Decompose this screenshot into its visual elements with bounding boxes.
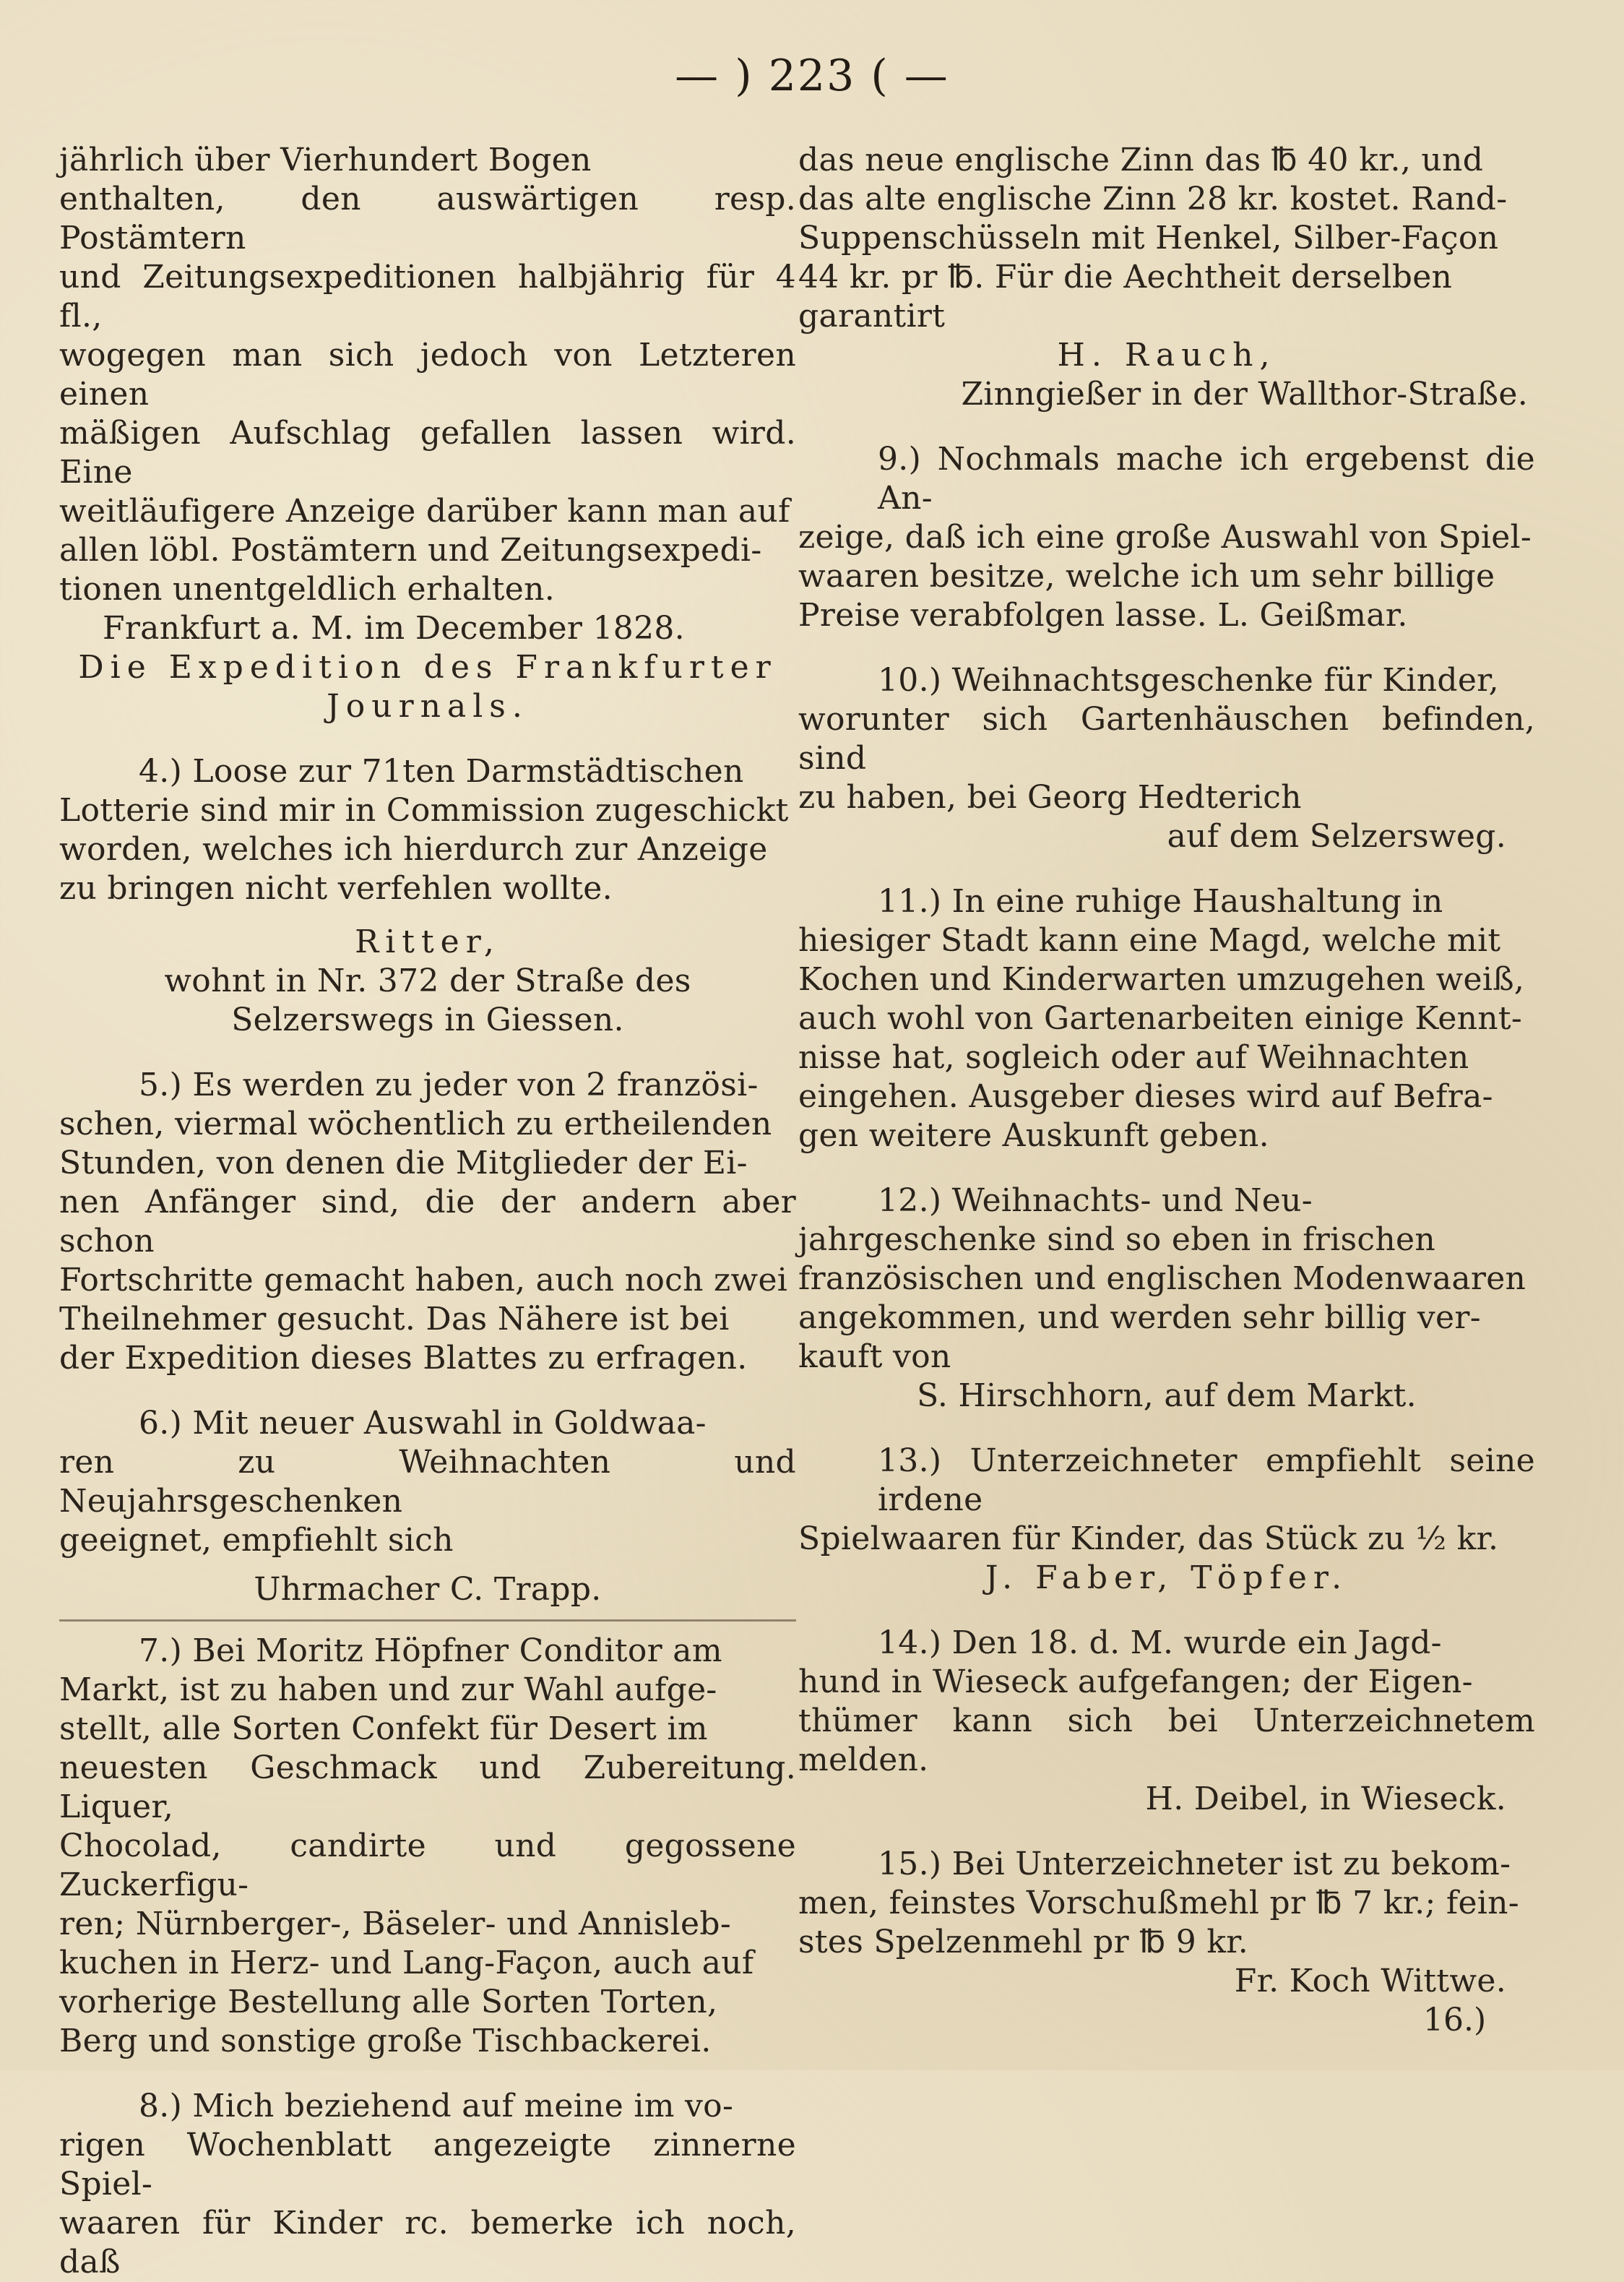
advertisement-13 — [798, 1442, 1535, 1559]
text-line: Kochen und Kinderwarten umzugehen weiß, — [798, 961, 1525, 998]
text-line: jahrgeschenke sind so eben in frischen — [798, 1221, 1435, 1258]
signature-koch: Fr. Koch Wittwe. — [1234, 1963, 1506, 1999]
dateline: Frankfurt a. M. im December 1828. — [103, 610, 685, 647]
signature-hirschhorn: S. Hirschhorn, auf dem Markt. — [917, 1377, 1417, 1414]
text-line: worden, welches ich hierdurch zur Anzeige — [59, 831, 768, 868]
text-line: enthalten, den auswärtigen resp. Postämtern — [59, 181, 796, 257]
text-line: das neue englische Zinn das ℔ 40 kr., und — [798, 142, 1484, 178]
signature-expedition — [59, 648, 796, 726]
text-line: 5.) Es werden zu jeder von 2 französi- — [139, 1067, 759, 1103]
text-line: worunter sich Gartenhäuschen befinden, sind — [798, 701, 1535, 777]
text-line: weitläufigere Anzeige darüber kann man auf — [59, 493, 790, 530]
signature-line: Journals. — [327, 688, 529, 725]
text-line: 9.) Nochmals mache ich ergebenst die An- — [878, 441, 1535, 517]
advertisement-8 — [59, 2087, 796, 2282]
text-line: tionen unentgeldlich erhalten. — [59, 571, 555, 608]
advertisement-10 — [798, 661, 1535, 817]
text-line: thümer kann sich bei Unterzeichnetem melden. — [798, 1702, 1535, 1778]
text-line: schen, viermal wöchentlich zu ertheilenden — [59, 1106, 772, 1142]
text-line: der Expedition dieses Blattes zu erfragen. — [59, 1340, 748, 1377]
text-line: zu bringen nicht verfehlen wollte. — [59, 870, 613, 907]
text-line: geeignet, empfiehlt sich — [59, 1522, 454, 1559]
text-line: jährlich über Vierhundert Bogen — [59, 142, 592, 178]
text-line: französischen und englischen Modenwaaren — [798, 1260, 1526, 1297]
signature-rauch — [798, 336, 1535, 414]
text-line: ren; Nürnberger-, Bäseler- und Annisleb- — [59, 1906, 732, 1942]
text-line: 8.) Mich beziehend auf meine im vo- — [139, 2088, 734, 2124]
text-line: 44 kr. pr ℔. Für die Aechtheit derselben — [798, 259, 1453, 296]
intro-paragraph — [59, 141, 796, 609]
text-line: Theilnehmer gesucht. Das Nähere ist bei — [59, 1301, 730, 1338]
advertisement-4 — [59, 752, 796, 908]
text-line: 4.) Loose zur 71ten Darmstädtischen — [139, 753, 744, 790]
text-line: 7.) Bei Moritz Höpfner Conditor am — [139, 1632, 722, 1669]
text-line: allen löbl. Postämtern und Zeitungsexpedi- — [59, 532, 762, 569]
text-line: Spielwaaren für Kinder, das Stück zu ½ kr. — [798, 1520, 1499, 1557]
text-line: kauft von — [798, 1338, 951, 1375]
advertisement-12 — [798, 1181, 1535, 1377]
signature-ritter — [59, 923, 796, 1040]
advertisement-6 — [59, 1404, 796, 1560]
text-line: waaren für Kinder rc. bemerke ich noch, daß — [59, 2205, 796, 2281]
text-line: wogegen man sich jedoch von Letzteren einen — [59, 337, 796, 413]
text-line: mäßigen Aufschlag gefallen lassen wird. Eine — [59, 415, 796, 491]
signature-trapp: Uhrmacher C. Trapp. — [254, 1571, 602, 1608]
text-line: zu haben, bei Georg Hedterich — [798, 779, 1302, 816]
text-line: 6.) Mit neuer Auswahl in Goldwaa- — [139, 1405, 707, 1442]
page-number: — ) 223 ( — — [675, 51, 949, 101]
section-divider — [59, 1619, 796, 1622]
text-line: nen Anfänger sind, die der andern aber schon — [59, 1184, 796, 1260]
advertisement-8-continued — [798, 141, 1535, 336]
text-line: kuchen in Herz- und Lang-Façon, auch auf — [59, 1945, 754, 1981]
text-line: Stunden, von denen die Mitglieder der Ei- — [59, 1145, 748, 1181]
signature-line: Ritter, — [355, 923, 501, 960]
text-line: vorherige Bestellung alle Sorten Torten, — [59, 1984, 718, 2020]
text-line: angekommen, und werden sehr billig ver- — [798, 1299, 1481, 1336]
text-line: men, feinstes Vorschußmehl pr ℔ 7 kr.; fein- — [798, 1885, 1519, 1921]
advertisement-7 — [59, 1632, 796, 2061]
signature-line: Zinngießer in der Wallthor-Straße. — [961, 376, 1528, 413]
text-line: hund in Wieseck aufgefangen; der Eigen- — [798, 1663, 1473, 1700]
text-line: Suppenschüsseln mit Henkel, Silber-Façon — [798, 220, 1499, 257]
text-line: nisse hat, sogleich oder auf Weihnachten — [798, 1039, 1469, 1076]
advertisement-15 — [798, 1845, 1535, 1962]
text-line: das alte englische Zinn 28 kr. kostet. Rand- — [798, 181, 1508, 218]
right-column — [798, 141, 1535, 2001]
left-column — [59, 141, 796, 2282]
signature-faber: J. Faber, Töpfer. — [985, 1559, 1349, 1596]
advertisement-9 — [798, 440, 1535, 635]
text-line: und Zeitungsexpeditionen halbjährig für 4 fl., — [59, 259, 796, 335]
text-line: stellt, alle Sorten Confekt für Desert im — [59, 1710, 708, 1747]
text-line: gen weitere Auskunft geben. — [798, 1117, 1269, 1154]
catchword: 16.) — [1423, 2002, 1487, 2038]
text-line: Markt, ist zu haben und zur Wahl aufge- — [59, 1671, 717, 1708]
text-line: garantirt — [798, 298, 946, 335]
text-line: Fortschritte gemacht haben, auch noch zwei — [59, 1262, 788, 1299]
text-line: eingehen. Ausgeber dieses wird auf Befra- — [798, 1078, 1493, 1115]
signature-deibel: H. Deibel, in Wieseck. — [1145, 1781, 1506, 1817]
text-line: Berg und sonstige große Tischbackerei. — [59, 2023, 712, 2059]
text-line: Chocolad, candirte und gegossene Zuckerfigu- — [59, 1827, 796, 1903]
text-line: 13.) Unterzeichneter empfiehlt seine irdene — [878, 1442, 1535, 1518]
text-line: neuesten Geschmack und Zubereitung. Liquer, — [59, 1749, 796, 1825]
text-line: 12.) Weihnachts- und Neu- — [878, 1182, 1313, 1219]
signature-line: wohnt in Nr. 372 der Straße des — [164, 963, 691, 999]
text-line: waaren besitze, welche ich um sehr billige — [798, 558, 1495, 595]
text-line: Lotterie sind mir in Commission zugeschickt — [59, 792, 789, 829]
advertisement-11 — [798, 882, 1535, 1155]
signature-line: Die Expedition des Frankfurter — [78, 649, 777, 686]
text-line: 11.) In eine ruhige Haushaltung in — [878, 883, 1443, 920]
signature-line: H. Rauch, — [1057, 337, 1277, 374]
text-line: 14.) Den 18. d. M. wurde ein Jagd- — [878, 1624, 1442, 1661]
text-line: ren zu Weihnachten und Neujahrsgeschenken — [59, 1444, 796, 1520]
text-line: Preise verabfolgen lasse. L. Geißmar. — [798, 597, 1408, 634]
advertisement-5 — [59, 1066, 796, 1378]
text-line: stes Spelzenmehl pr ℔ 9 kr. — [798, 1924, 1249, 1960]
text-line: hiesiger Stadt kann eine Magd, welche mit — [798, 922, 1501, 959]
text-line: auch wohl von Gartenarbeiten einige Kennt- — [798, 1000, 1523, 1037]
text-line: zeige, daß ich eine große Auswahl von Spiel- — [798, 519, 1532, 556]
text-line: 10.) Weihnachtsgeschenke für Kinder, — [878, 662, 1499, 699]
text-line: 15.) Bei Unterzeichneter ist zu bekom- — [878, 1846, 1511, 1882]
text-line: rigen Wochenblatt angezeigte zinnerne Spiel- — [59, 2127, 796, 2203]
signature-hedterich: auf dem Selzersweg. — [1167, 818, 1506, 855]
advertisement-14 — [798, 1624, 1535, 1780]
signature-line: Selzerswegs in Giessen. — [231, 1002, 624, 1038]
